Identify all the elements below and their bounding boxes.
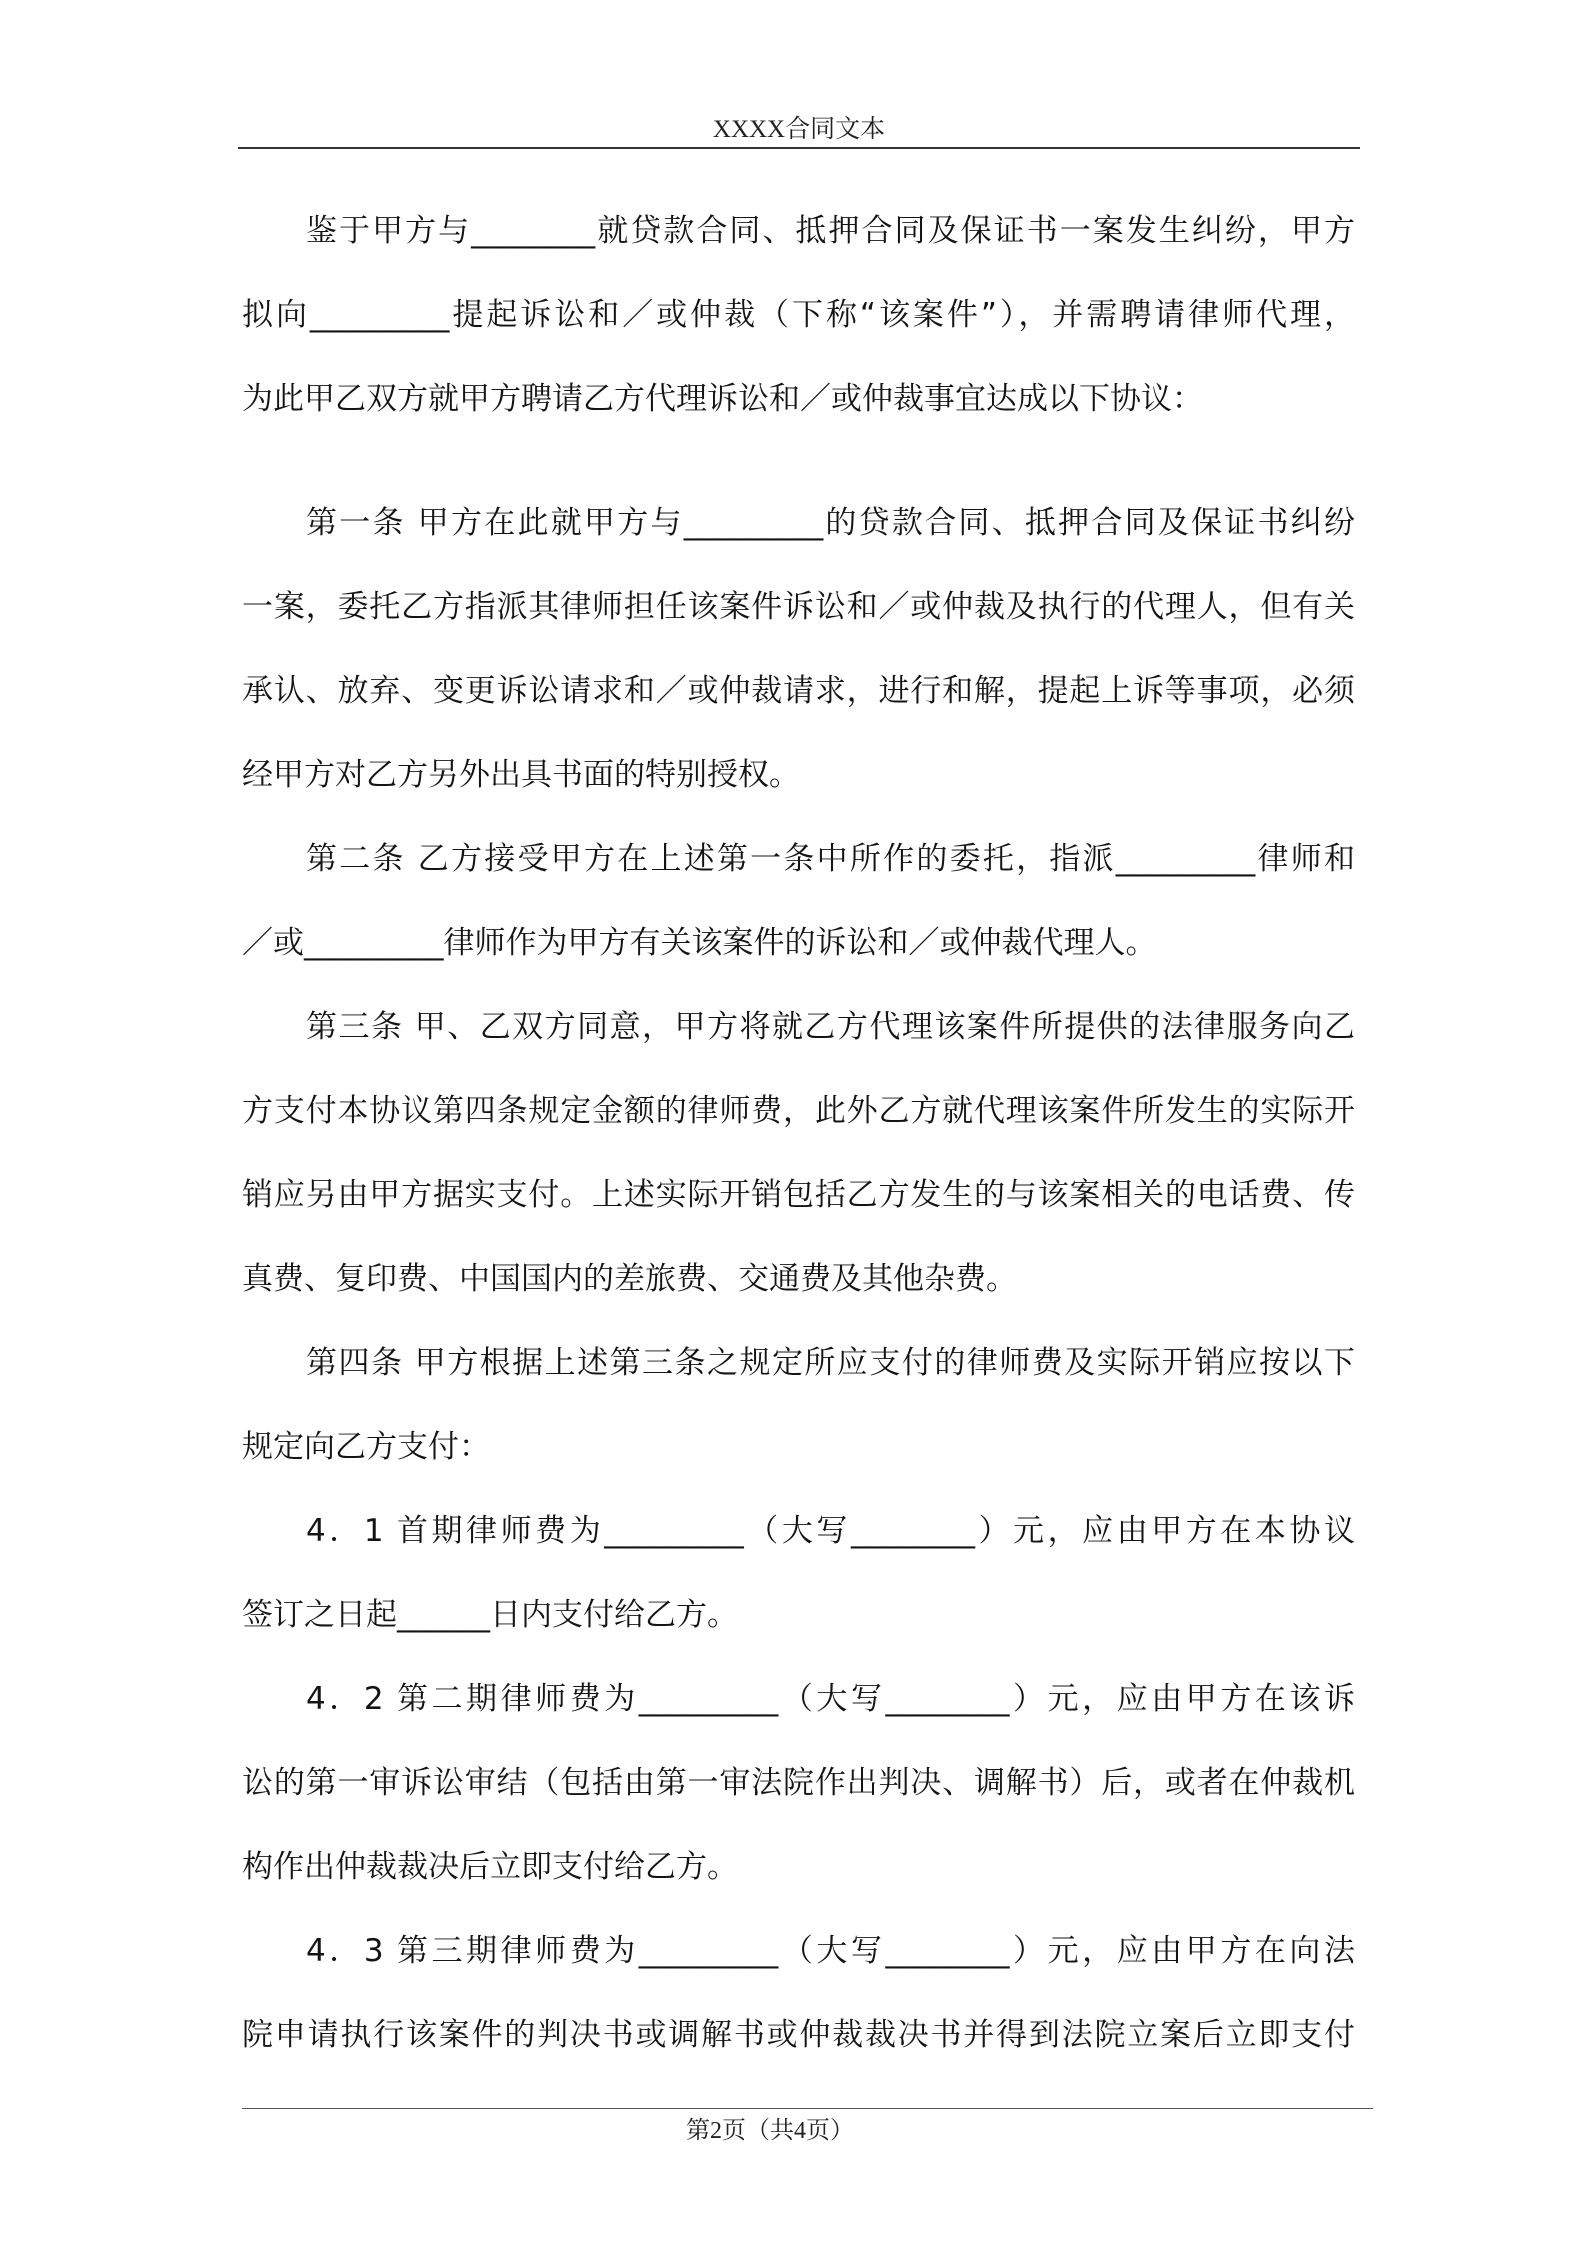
paragraph-article-3 [242,985,1355,1321]
paragraph-clause-4-1 [242,1489,1355,1657]
paragraph-gap [242,441,1355,481]
paragraph-recitals [242,189,1355,441]
text-line: 第三条 甲、乙双方同意，甲方将就乙方代理该案件所提供的法律服务向乙 [306,1009,1355,1045]
text-line: 讼的第一审诉讼审结（包括由第一审法院作出判决、调解书）后，或者在仲裁机 [242,1765,1355,1801]
text-line: 销应另由甲方据实支付。上述实际开销包括乙方发生的与该案相关的电话费、传 [242,1177,1355,1213]
page-number: 第2页（共4页） [686,2118,854,2144]
text-line: 承认、放弃、变更诉讼请求和／或仲裁请求，进行和解，提起上诉等事项，必须 [242,673,1355,709]
text-line: 经甲方对乙方另外出具书面的特别授权。 [242,757,800,793]
text-line: 院申请执行该案件的判决书或调解书或仲裁裁决书并得到法院立案后立即支付 [242,2017,1355,2053]
text-line: 方支付本协议第四条规定金额的律师费，此外乙方就代理该案件所发生的实际开 [242,1093,1355,1129]
paragraph-article-4 [242,1321,1355,1489]
paragraph-clause-4-2 [242,1657,1355,1909]
text-line: 4．3 第三期律师费为_________（大写________）元，应由甲方在向法 [306,1933,1355,1969]
text-line: 真费、复印费、中国国内的差旅费、交通费及其他杂费。 [242,1261,1017,1297]
text-line: 鉴于甲方与________就贷款合同、抵押合同及保证书一案发生纠纷，甲方 [306,213,1355,249]
paragraph-article-2 [242,817,1355,985]
text-line: 签订之日起______日内支付给乙方。 [242,1597,738,1633]
text-line: 第二条 乙方接受甲方在上述第一条中所作的委托，指派_________律师和 [306,841,1355,877]
text-line: 构作出仲裁裁决后立即支付给乙方。 [242,1849,738,1885]
header-title: XXXX合同文本 [712,116,886,143]
header-divider [238,147,1360,149]
text-line: 为此甲乙双方就甲方聘请乙方代理诉讼和／或仲裁事宜达成以下协议： [242,381,1203,417]
text-line: 4．2 第二期律师费为_________（大写________）元，应由甲方在该诉 [306,1681,1355,1717]
text-line: 4．1 首期律师费为_________（大写________）元，应由甲方在本协议 [306,1513,1355,1549]
text-line: 第一条 甲方在此就甲方与_________的贷款合同、抵押合同及保证书纠纷 [306,505,1355,541]
text-line: 第四条 甲方根据上述第三条之规定所应支付的律师费及实际开销应按以下 [306,1345,1355,1381]
text-line: 拟向_________提起诉讼和／或仲裁（下称“该案件”），并需聘请律师代理， [242,297,1355,333]
paragraph-article-1 [242,481,1355,817]
text-line: 一案，委托乙方指派其律师担任该案件诉讼和／或仲裁及执行的代理人，但有关 [242,589,1355,625]
document-body [242,189,1355,2077]
text-line: ／或_________律师作为甲方有关该案件的诉讼和／或仲裁代理人。 [242,925,1157,961]
paragraph-clause-4-3 [242,1909,1355,2077]
footer-divider [242,2108,1373,2109]
text-line: 规定向乙方支付： [242,1429,490,1465]
